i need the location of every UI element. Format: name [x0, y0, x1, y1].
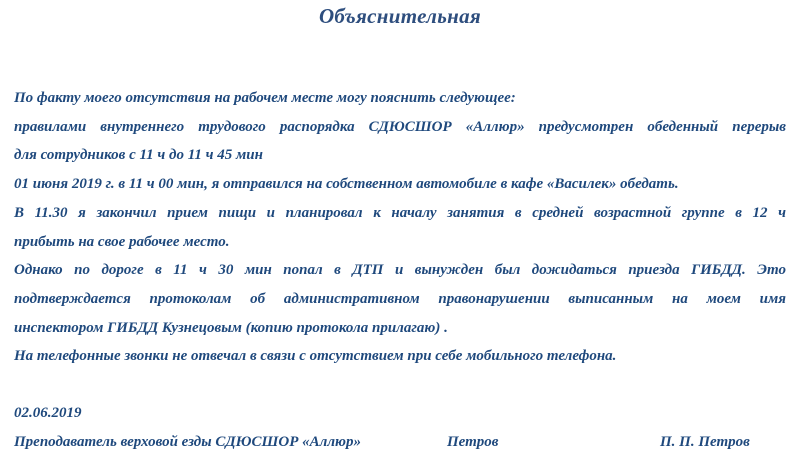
body-line-10: На телефонные звонки не отвечал в связи с отсутствием при себе мобильного телефона. — [14, 348, 617, 365]
document-date: 02.06.2019 — [14, 405, 82, 421]
signature-role: Преподаватель верховой езды СДЮСШОР «Аллюр» — [14, 434, 361, 450]
body-line-8: подтверждается протоколам об административном правонарушении выписанным на моем имя — [14, 290, 786, 307]
body-line-9: инспектором ГИБДД Кузнецовым (копию протокола прилагаю) . — [14, 319, 448, 336]
body-line-6: прибыть на свое рабочее место. — [14, 233, 230, 250]
body-line-4: 01 июня 2019 г. в 11 ч 00 мин, я отправился на собственном автомобиле в кафе «Василек» обедать. — [14, 176, 679, 193]
body-line-5: В 11.30 я закончил прием пищи и планировал к началу занятия в средней возрастной группе в 12 ч — [14, 204, 786, 221]
body-line-3: для сотрудников с 11 ч до 11 ч 45 мин — [14, 147, 263, 164]
body-line-2: правилами внутреннего трудового распорядка СДЮСШОР «Аллюр» предусмотрен обеденный перерыв — [14, 118, 786, 135]
document-body — [14, 84, 786, 371]
signature-surname: Петров — [447, 434, 499, 450]
body-line-7: Однако по дороге в 11 ч 30 мин попал в ДТП и вынужден был дожидаться приезда ГИБДД. Это — [14, 262, 786, 279]
document-title: Объяснительная — [318, 4, 482, 28]
signature-full-name: П. П. Петров — [660, 434, 750, 450]
signature-row — [14, 434, 786, 454]
body-line-1: По факту моего отсутствия на рабочем месте могу пояснить следующее: — [14, 90, 516, 106]
